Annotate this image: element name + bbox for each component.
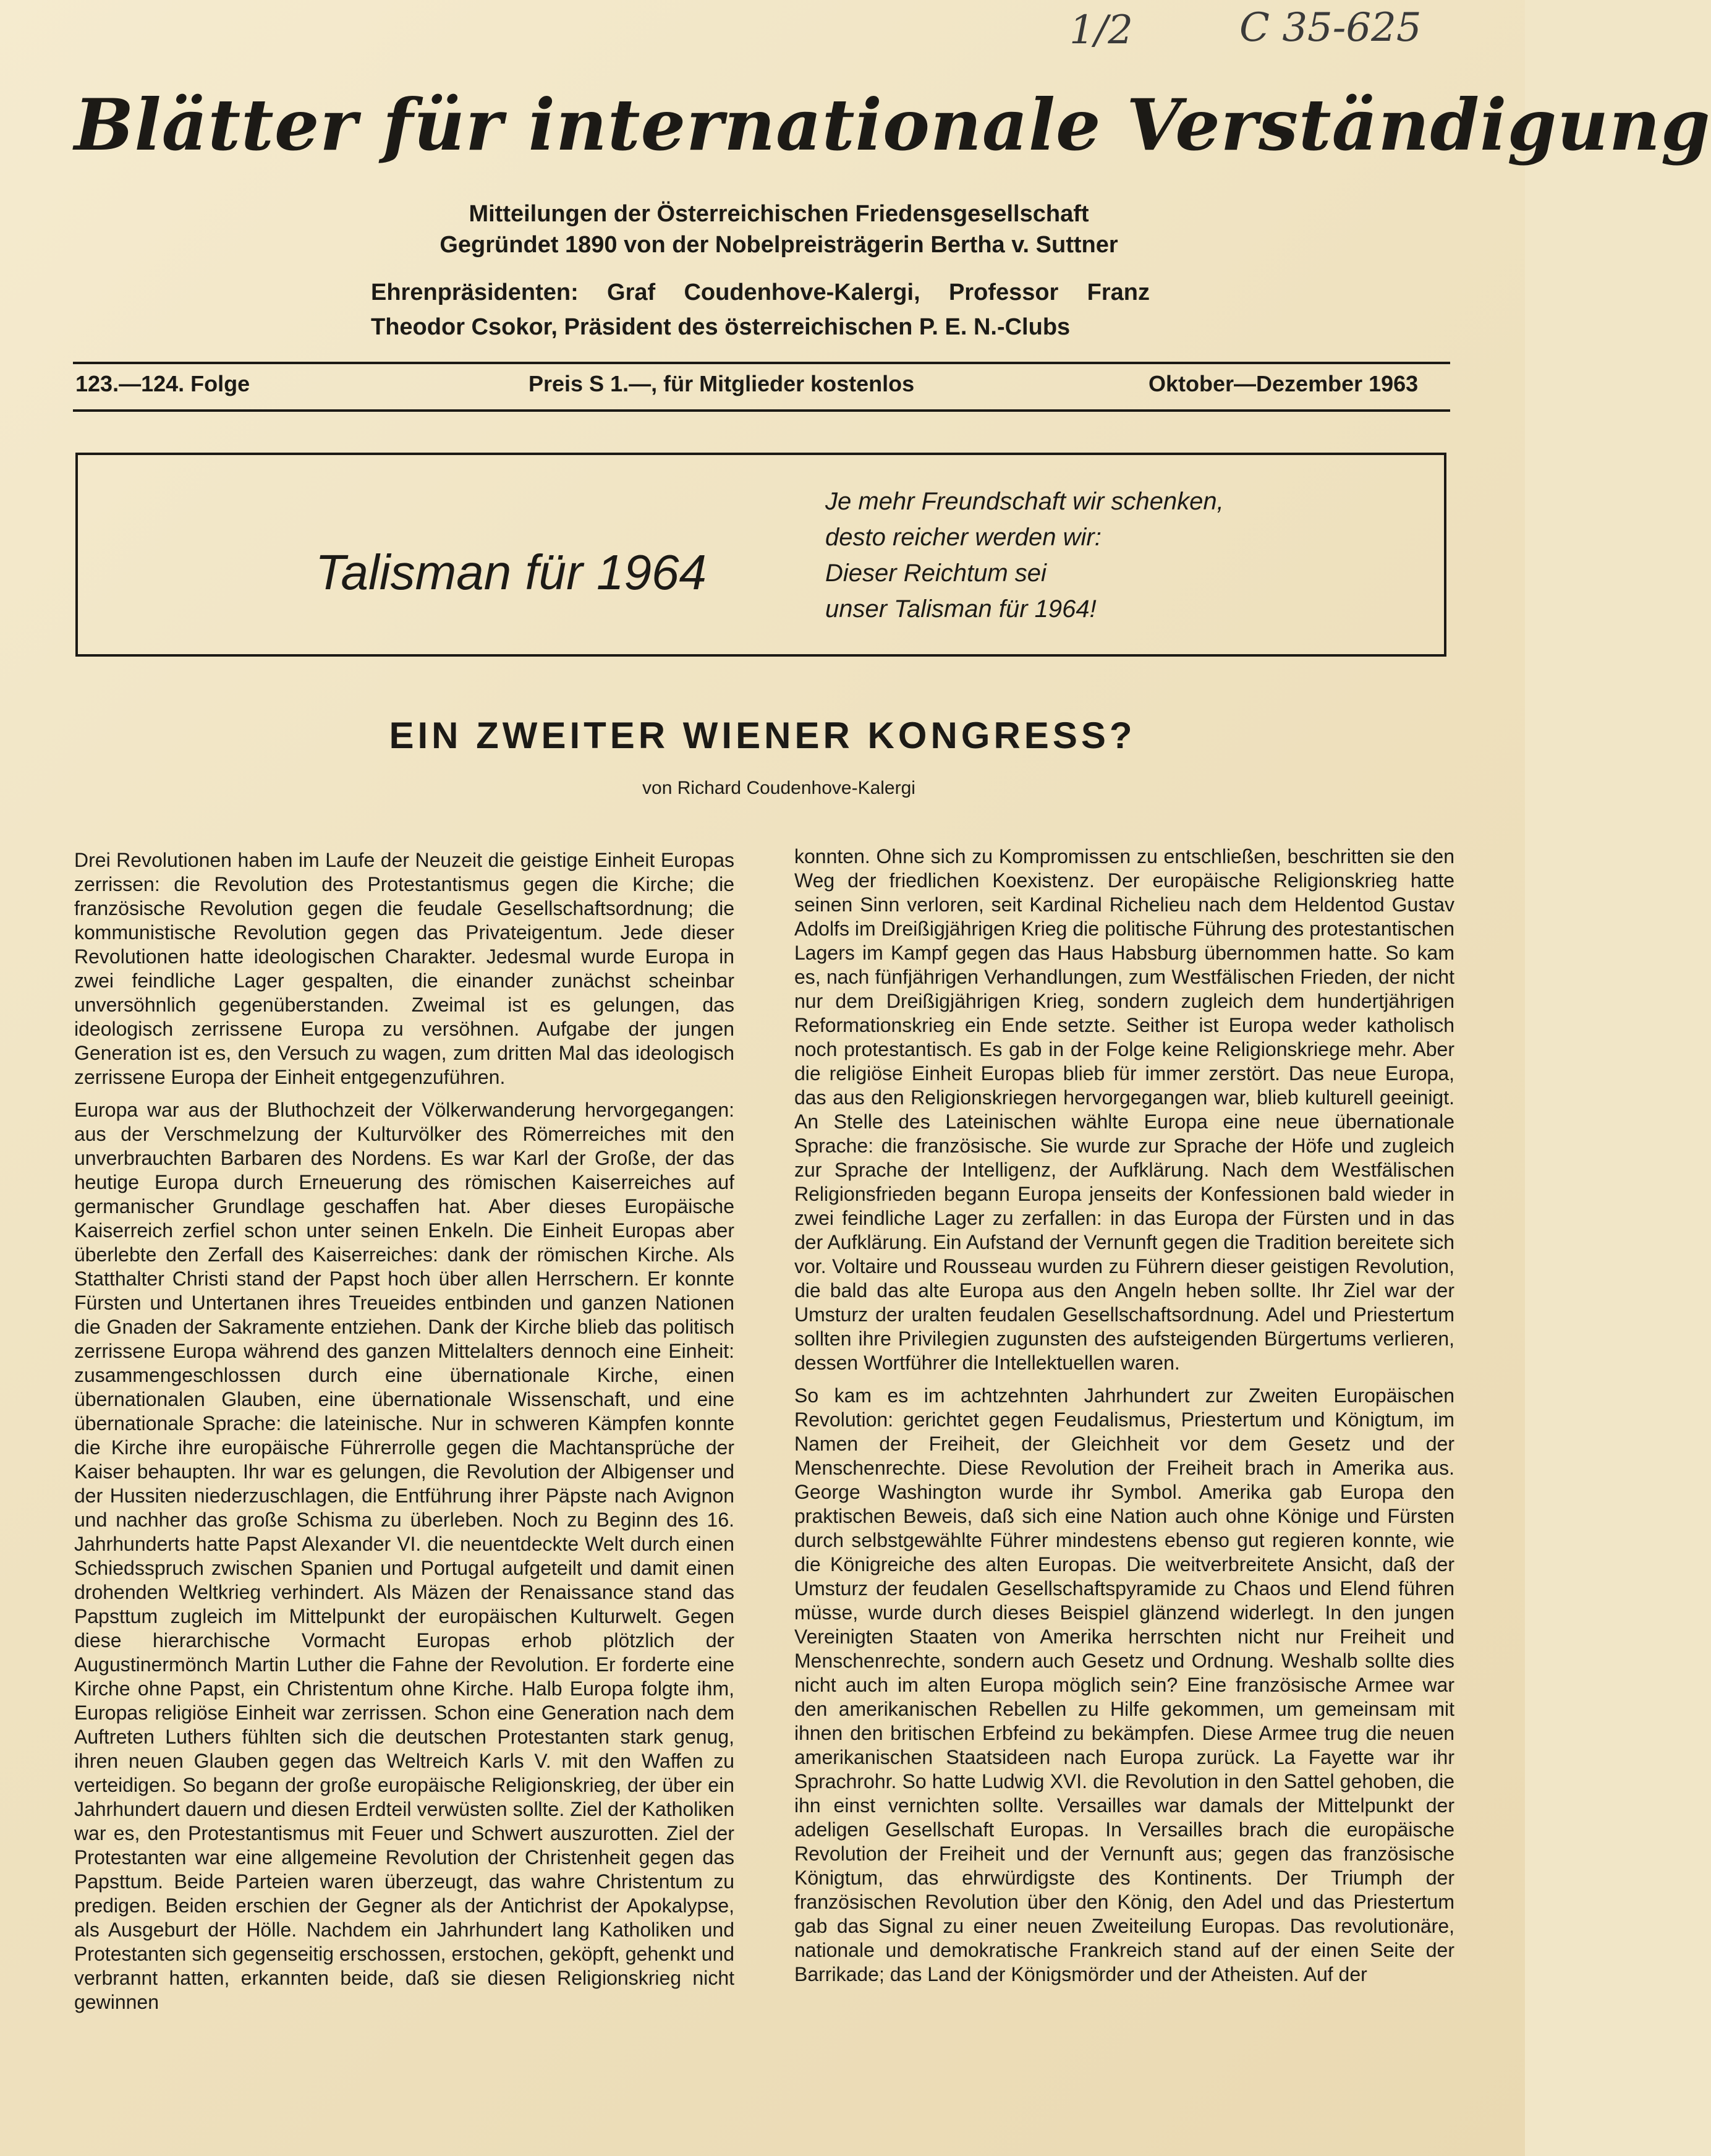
issue-number: 123.—124. Folge xyxy=(75,371,250,396)
masthead-title: Blätter für internationale Verständigung xyxy=(74,83,1711,166)
price-info: Preis S 1.—, für Mitglieder kostenlos xyxy=(529,371,915,396)
rule-top xyxy=(73,362,1450,364)
subtitle-line1: Mitteilungen der Österreichischen Friedensgesellschaft xyxy=(469,201,1089,227)
quote-line: desto reicher werden wir: xyxy=(825,524,1102,551)
paragraph: Drei Revolutionen haben im Laufe der Neuzeit die geistige Einheit Europas zerrissen: die Revolution des Protestantismus gegen die Kirche; die französische Revolution gegen die feudale Gesellschaftsordnung; die kommunistische Revolution gegen das Privateigentum. Jede dieser Revolutionen hatte ideologischen Charakter. Jedesmal wurde Europa in zwei feindliche Lager gespalten, die einander zunächst scheinbar unversöhnlich gegenüberstanden. Zweimal ist es gelungen, das ideologisch zerrissene Europa zu versöhnen. Aufgabe der jungen Generation ist es, den Versuch zu wagen, zum dritten Mal das ideologisch zerrissene Europa der Einheit entgegenzuführen. xyxy=(74,849,734,1088)
handwritten-note-right: C 35-625 xyxy=(1239,5,1422,51)
article-column-right xyxy=(794,845,1454,1995)
article-byline: von Richard Coudenhove-Kalergi xyxy=(642,778,915,798)
paragraph: Europa war aus der Bluthochzeit der Völkerwanderung hervorgegangen: aus der Verschmelzung der Kulturvölker des Römerreiches mit den unverbrauchten Barbaren des Nordens. Es war Karl der Große, der das heutige Europa durch Erneuerung des römischen Kaiserreiches auf germanischer Grundlage geschaffen hat. Aber dieses Europäische Kaiserreich zerfiel schon unter seinen Enkeln. Die Einheit Europas aber überlebte den Zerfall des Kaiserreiches: dank der römischen Kirche. Als Statthalter Christi stand der Papst hoch über allen Herrschern. Er konnte Fürsten und Untertanen ihres Treueides entbinden und ganzen Nationen die Gnaden der Sakramente entziehen. Dank der Kirche blieb das politisch zerrissene Europa während des ganzen Mittelalters dennoch eine Einheit: zusammengeschlossen durch eine übernationale Kirche, einen übernationalen Glauben, eine übernationale Wissenschaft, und eine übernationale Sprache: die lateinische. Nur in schweren Kämpfen konnte die Kirche ihre europäische Führerrolle gegen die Machtansprüche der Kaiser behaupten. Ihr war es gelungen, die Revolution der Albigenser und der Hussiten niederzuschlagen, die Entführung ihrer Päpste nach Avignon und nachher das große Schisma zu überleben. Noch zu Beginn des 16. Jahrhunderts hatte Papst Alexander VI. die neuentdeckte Welt durch einen Schiedsspruch zwischen Spanien und Portugal aufgeteilt und damit einen drohenden Weltkrieg verhindert. Als Mäzen der Renaissance stand das Papsttum zugleich im Mittelpunkt der europäischen Kulturwelt. Gegen diese hierarchische Vormacht Europas erhob plötzlich der Augustinermönch Martin Luther die Fahne der Revolution. Er forderte eine Kirche ohne Papst, ein Christentum ohne Kirche. Halb Europa folgte ihm, Europas religiöse Einheit war zerrissen. Schon eine Generation nach dem Auftreten Luthers fühlten sich die deutschen Protestanten stark genug, ihren neuen Glauben gegen das Weltreich Karls V. mit den Waffen zu verteidigen. So begann der große europäische Religionskrieg, der über ein Jahrhundert dauern und diesen Erdteil verwüsten sollte. Ziel der Katholiken war es, den Protestantismus mit Feuer und Schwert auszurotten. Ziel der Protestanten war eine allgemeine Revolution der Christenheit gegen das Papsttum. Beide Parteien waren überzeugt, das wahre Christentum zu predigen. Beiden erschien der Gegner als der Antichrist der Apokalypse, als Ausgeburt der Hölle. Nachdem ein Jahrhundert lang Katholiken und Protestanten sich gegenseitig erschossen, erstochen, geköpft, gehenkt und verbrannt hatten, erkannten beide, daß sie diesen Religionskrieg nicht gewinnen xyxy=(74,1099,734,2013)
talisman-title: Talisman für 1964 xyxy=(315,545,707,600)
honorary-presidents: Ehrenpräsidenten: Graf Coudenhove-Kalergi, Professor Franz Theodor Csokor, Präsident des österreichischen P. E. N.-Clubs xyxy=(371,279,1150,340)
quote-line: Je mehr Freundschaft wir schenken, xyxy=(825,488,1224,515)
article-column-left xyxy=(74,848,734,2023)
handwritten-note-left: 1/2 xyxy=(1069,7,1133,53)
rule-bottom xyxy=(73,409,1450,412)
quote-line: Dieser Reichtum sei xyxy=(825,560,1047,587)
quote-line: unser Talisman für 1964! xyxy=(825,595,1097,623)
paragraph: So kam es im achtzehnten Jahrhundert zur Zweiten Europäischen Revolution: gerichtet gegen Feudalismus, Priestertum und Königtum, im Namen der Freiheit, der Gleichheit vor dem Gesetz und der Menschenrechte. Diese Revolution der Freiheit brach in Amerika aus. George Washington wurde ihr Symbol. Amerika gab Europa den praktischen Beweis, daß sich eine Nation auch ohne Könige und Fürsten durch selbstgewählte Führer mindestens ebenso gut regieren konnte, wie die Königreiche des alten Europas. Die weitverbreitete Ansicht, daß der Umsturz der feudalen Gesellschaftspyramide zu Chaos und Elend führen müsse, wurde durch dieses Beispiel glänzend widerlegt. In den jungen Vereinigten Staaten von Amerika herrschten nicht nur Freiheit und Menschenrechte, sondern auch Gesetz und Ordnung. Weshalb sollte dies nicht auch im alten Europa möglich sein? Eine französische Armee war den amerikanischen Rebellen zu Hilfe gekommen, um gemeinsam mit ihnen den britischen Erbfeind zu bekämpfen. Diese Armee trug die neuen amerikanischen Staatsideen nach Europa zurück. La Fayette war ihr Sprachrohr. So hatte Ludwig XVI. die Revolution in den Sattel gehoben, die ihn einst vernichten sollte. Versailles war damals der Mittelpunkt der adeligen Gesellschaft Europas. In Versailles brach die europäische Revolution der Freiheit und der Vernunft aus; gegen das französische Königtum, das ehrwürdigste des Kontinents. Der Triumph der französischen Revolution über den König, den Adel und das Priestertum gab das Signal zu einer neuen Zweiteilung Europas. Das revolutionäre, nationale und demokratische Frankreich stand auf der einen Seite der Barrikade; das Land der Königsmörder und der Atheisten. Auf der xyxy=(794,1384,1454,1985)
subtitle-line2: Gegründet 1890 von der Nobelpreisträgerin Bertha v. Suttner xyxy=(439,232,1118,258)
issue-date: Oktober—Dezember 1963 xyxy=(1148,371,1419,396)
paragraph: konnten. Ohne sich zu Kompromissen zu entschließen, beschritten sie den Weg der friedlichen Koexistenz. Der europäische Religionskrieg hatte seinen Sinn verloren, seit Kardinal Richelieu nach dem Heldentod Gustav Adolfs im Dreißigjährigen Krieg die politische Führung des protestantischen Lagers im Kampf gegen das Haus Habsburg übernommen hatte. So kam es, nach fünfjährigen Verhandlungen, zum Westfälischen Frieden, der nicht nur dem Dreißigjährigen Krieg, sondern zugleich dem hundertjährigen Reformationskrieg ein Ende setzte. Seither ist Europa weder katholisch noch protestantisch. Es gab in der Folge keine Religionskriege mehr. Aber die religiöse Einheit Europas blieb für immer zerstört. Das neue Europa, das aus den Religionskriegen hervorgegangen war, blieb kulturell geeinigt. An Stelle des Lateinischen wählte Europa eine neue übernationale Sprache: die französische. Sie wurde zur Sprache der Höfe und zugleich zur Sprache der Intelligenz, der Aufklärung. Nach dem Westfälischen Religionsfrieden begann Europa jenseits der Konfessionen bald wieder in zwei feindliche Lager zu zerfallen: in das Europa der Fürsten und in das der Aufklärung. Ein Aufstand der Vernunft gegen die Tradition bereitete sich vor. Voltaire und Rousseau wurden zu Führern dieser geistigen Revolution, die bald das alte Europa aus den Angeln heben sollte. Ihr Ziel war der Umsturz der uralten feudalen Gesellschaftsordnung. Adel und Priestertum sollten ihre Privilegien zugunsten des aufsteigenden Bürgertums verlieren, dessen Wortführer die Intellektuellen waren. xyxy=(794,845,1454,1374)
article-headline: EIN ZWEITER WIENER KONGRESS? xyxy=(389,715,1136,756)
talisman-quote xyxy=(825,484,1382,627)
